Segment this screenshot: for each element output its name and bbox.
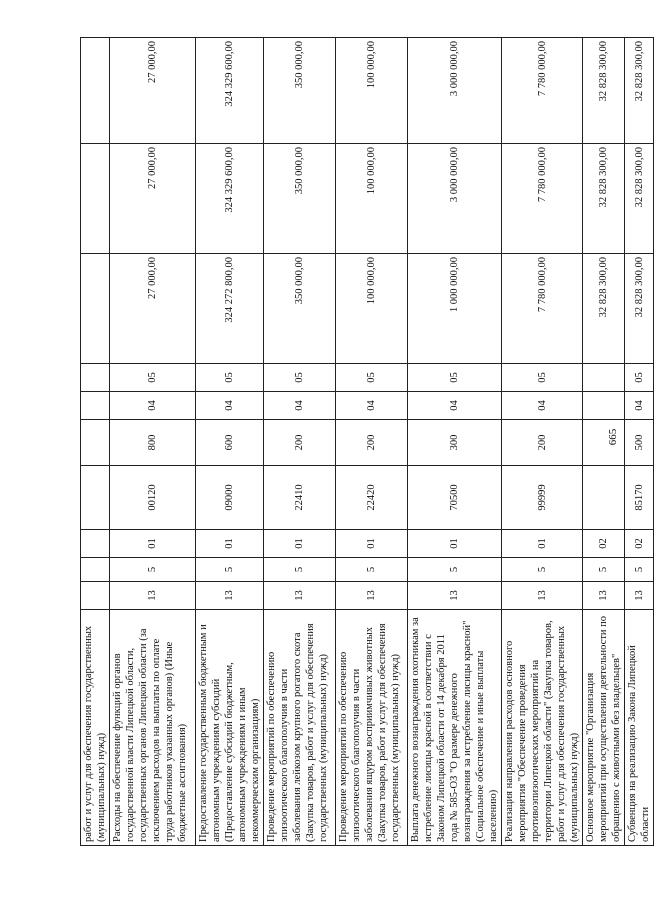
code-cell: 200 [264, 420, 336, 466]
table-row [110, 38, 196, 846]
amount-cell: 32 828 300,00 [583, 254, 625, 364]
row-name-cell: Реализация направления расходов основного мероприятия "Обеспечение проведения противоэпизоотических мероприятий на территории Липецкой области" (Закупка товаров, работ и услуг для обеспечения государственных (муниципальных) нужд) [502, 610, 583, 846]
table-row [502, 38, 583, 846]
amount-cell: 7 780 000,00 [502, 144, 583, 254]
code-cell [583, 392, 625, 420]
amount-cell: 350 000,00 [264, 254, 336, 364]
code-cell [81, 466, 110, 530]
row-name-cell: работ и услуг для обеспечения государственных (муниципальных) нужд) [81, 610, 110, 846]
amount-cell [81, 38, 110, 144]
amount-cell: 350 000,00 [264, 38, 336, 144]
code-cell: 99999 [502, 466, 583, 530]
code-cell: 02 [583, 530, 625, 558]
amount-cell: 3 000 000,00 [408, 144, 502, 254]
code-cell: 02 [625, 530, 654, 558]
code-cell: 01 [502, 530, 583, 558]
code-cell: 13 [196, 582, 264, 610]
code-cell: 01 [264, 530, 336, 558]
code-cell: 05 [336, 364, 408, 392]
code-cell [81, 558, 110, 582]
code-cell: 01 [196, 530, 264, 558]
table-row [625, 38, 654, 846]
code-cell: 09000 [196, 466, 264, 530]
amount-cell: 32 828 300,00 [583, 144, 625, 254]
code-cell: 5 [625, 558, 654, 582]
amount-cell: 324 329 600,00 [196, 144, 264, 254]
row-name-cell: Проведение мероприятий по обеспечению эпизоотического благополучия в части заболевания лейкозом крупного рогатого скота (Закупка товаров, работ и услуг для обеспечения государственных (муниципальных) нужд) [264, 610, 336, 846]
amount-cell: 27 000,00 [110, 254, 196, 364]
code-cell: 13 [336, 582, 408, 610]
amount-cell: 27 000,00 [110, 38, 196, 144]
amount-cell: 32 828 300,00 [625, 38, 654, 144]
code-cell: 5 [502, 558, 583, 582]
code-cell: 800 [110, 420, 196, 466]
amount-cell: 324 329 600,00 [196, 38, 264, 144]
amount-cell: 100 000,00 [336, 38, 408, 144]
table-row [583, 38, 625, 846]
code-cell: 04 [264, 392, 336, 420]
row-name-cell: Выплата денежного вознаграждения охотникам за истребление лисицы красной в соответствии с Законом Липецкой области от 14 декабря 2011 года № 585-ОЗ "О размере денежного вознаграждения за истребление лисицы красной" (Социальное обеспечение и иные выплаты населению) [408, 610, 502, 846]
code-cell: 04 [502, 392, 583, 420]
amount-cell: 100 000,00 [336, 144, 408, 254]
amount-cell: 1 000 000,00 [408, 254, 502, 364]
amount-cell: 350 000,00 [264, 144, 336, 254]
code-cell: 5 [264, 558, 336, 582]
page-number: 665 [607, 428, 619, 446]
code-cell [583, 466, 625, 530]
code-cell: 01 [110, 530, 196, 558]
code-cell: 200 [336, 420, 408, 466]
row-name-cell: Основное мероприятие "Организация мероприятий при осуществлении деятельности по обращению с животными без владельцев" [583, 610, 625, 846]
code-cell: 05 [110, 364, 196, 392]
row-name-cell: Субвенция на реализацию Закона Липецкой области [625, 610, 654, 846]
code-cell: 05 [408, 364, 502, 392]
code-cell: 04 [625, 392, 654, 420]
code-cell: 05 [196, 364, 264, 392]
amount-cell: 27 000,00 [110, 144, 196, 254]
table-row [336, 38, 408, 846]
code-cell: 05 [502, 364, 583, 392]
row-name-cell: Проведение мероприятий по обеспечению эпизоотического благополучия в части заболевания ящуром восприимчивых животных (Закупка товаров, работ и услуг для обеспечения государственных (муниципальных) нужд) [336, 610, 408, 846]
code-cell: 13 [502, 582, 583, 610]
code-cell: 5 [196, 558, 264, 582]
code-cell: 22420 [336, 466, 408, 530]
code-cell: 13 [625, 582, 654, 610]
budget-table [80, 37, 654, 846]
code-cell: 04 [110, 392, 196, 420]
amount-cell: 32 828 300,00 [625, 254, 654, 364]
amount-cell: 32 828 300,00 [583, 38, 625, 144]
code-cell: 13 [110, 582, 196, 610]
code-cell: 13 [583, 582, 625, 610]
code-cell [81, 392, 110, 420]
code-cell: 500 [625, 420, 654, 466]
table-body [81, 38, 654, 846]
amount-cell [81, 144, 110, 254]
code-cell [81, 530, 110, 558]
table-row [81, 38, 110, 846]
code-cell [583, 364, 625, 392]
amount-cell: 3 000 000,00 [408, 38, 502, 144]
table-row [408, 38, 502, 846]
row-name-cell: Предоставление государственным бюджетным и автономным учреждениям субсидий (Предоставление субсидий бюджетным, автономным учреждениям и иным некоммерческим организациям) [196, 610, 264, 846]
code-cell: 5 [583, 558, 625, 582]
code-cell: 85170 [625, 466, 654, 530]
code-cell: 70500 [408, 466, 502, 530]
code-cell: 01 [336, 530, 408, 558]
code-cell: 300 [408, 420, 502, 466]
amount-cell [81, 254, 110, 364]
code-cell: 22410 [264, 466, 336, 530]
table-row [264, 38, 336, 846]
amount-cell: 100 000,00 [336, 254, 408, 364]
code-cell: 13 [264, 582, 336, 610]
code-cell: 05 [625, 364, 654, 392]
amount-cell: 32 828 300,00 [625, 144, 654, 254]
code-cell: 05 [264, 364, 336, 392]
code-cell [583, 420, 625, 466]
code-cell [81, 420, 110, 466]
code-cell: 13 [408, 582, 502, 610]
code-cell: 200 [502, 420, 583, 466]
code-cell: 5 [408, 558, 502, 582]
code-cell: 04 [196, 392, 264, 420]
code-cell: 600 [196, 420, 264, 466]
amount-cell: 7 780 000,00 [502, 254, 583, 364]
row-name-cell: Расходы на обеспечение функций органов государственной власти Липецкой области, государственных органов Липецкой области (за исключением расходов на выплаты по оплате труда работников указанных органов) (Иные бюджетные ассигнования) [110, 610, 196, 846]
code-cell [81, 364, 110, 392]
code-cell: 04 [336, 392, 408, 420]
code-cell: 5 [336, 558, 408, 582]
code-cell [81, 582, 110, 610]
amount-cell: 7 780 000,00 [502, 38, 583, 144]
code-cell: 00120 [110, 466, 196, 530]
code-cell: 01 [408, 530, 502, 558]
code-cell: 04 [408, 392, 502, 420]
code-cell: 5 [110, 558, 196, 582]
table-row [196, 38, 264, 846]
amount-cell: 324 272 800,00 [196, 254, 264, 364]
